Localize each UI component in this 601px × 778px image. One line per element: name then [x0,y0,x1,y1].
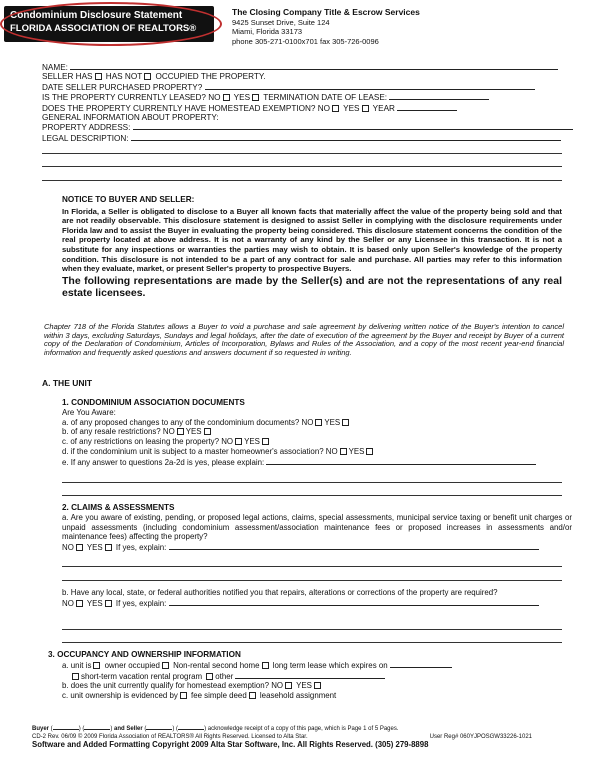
owner-occupied-checkbox[interactable] [93,662,100,669]
seller-has-checkbox[interactable] [95,73,102,80]
docs-d-yes-checkbox[interactable] [366,448,373,455]
claims-heading: 2. CLAIMS & ASSESSMENTS [62,503,175,512]
claims-a-line-2[interactable] [62,566,562,567]
claims-q-b: b. Have any local, state, or federal authorities notified you that repairs, alterations or corrections of the property are required? [62,588,498,597]
leasehold-label: leasehold assignment [259,691,337,701]
property-address-label: PROPERTY ADDRESS: [42,123,131,133]
claims-a-yes-label: YES [86,543,103,553]
general-info [42,62,562,143]
claims-a-explain-field[interactable] [169,542,539,550]
name-label: NAME: [42,63,68,72]
claims-a-no-checkbox[interactable] [76,544,83,551]
leasehold-checkbox[interactable] [249,692,256,699]
section-a-title: A. THE UNIT [42,378,93,388]
docs-d-no-checkbox[interactable] [340,448,347,455]
docs-explain-line-3[interactable] [62,495,562,496]
nonrental-label: Non-rental second home [173,660,260,670]
date-purchased-label: DATE SELLER PURCHASED PROPERTY? [42,82,203,92]
title-highlight-oval [0,2,222,46]
notice-heading: NOTICE TO BUYER AND SELLER: [62,195,195,204]
claims-section [62,503,572,553]
occupancy-heading: 3. OCCUPANCY AND OWNERSHIP INFORMATION [48,650,241,659]
company-address-2: Miami, Florida 33173 [232,27,303,36]
user-reg: User Reg# 060YJPOSGW33226-1021 [429,733,532,740]
other-field[interactable] [235,671,385,679]
shortterm-checkbox[interactable] [72,673,79,680]
docs-c-yes-label: YES [244,437,260,447]
docs-a-yes-checkbox[interactable] [342,419,349,426]
termination-label: TERMINATION DATE OF LEASE: [263,93,388,103]
other-checkbox[interactable] [206,673,213,680]
docs-q-d: d. if the condominium unit is subject to a master homeowner's association? NO [62,446,338,456]
docs-q-e: e. If any answer to questions 2a-2d is yes, please explain: [62,457,265,467]
docs-b-yes-checkbox[interactable] [204,428,211,435]
legal-description-line-4[interactable] [42,180,562,181]
legal-description-label: LEGAL DESCRIPTION: [42,133,129,143]
docs-b-yes-label: YES [185,427,202,437]
occupancy-section [48,650,568,701]
qualify-no-checkbox[interactable] [285,682,292,689]
date-purchased-field[interactable] [205,82,535,90]
leased-yes-label: YES [233,93,251,103]
leased-label: IS THE PROPERTY CURRENTLY LEASED? NO [42,93,221,103]
claims-a-line-3[interactable] [62,580,562,581]
longterm-label: long term lease which expires on [272,660,388,670]
name-field[interactable] [70,62,558,70]
condo-docs-heading: 1. CONDOMINIUM ASSOCIATION DOCUMENTS [62,398,245,407]
claims-a-yes-checkbox[interactable] [105,544,112,551]
longterm-checkbox[interactable] [262,662,269,669]
feesimple-checkbox[interactable] [180,692,187,699]
qualify-yes-checkbox[interactable] [314,682,321,689]
homestead-qualify-label: b. does the unit currently qualify for homestead exemption? NO [62,681,284,691]
docs-d-yes-label: YES [348,446,365,456]
company-address-1: 9425 Sunset Drive, Suite 124 [232,17,330,27]
seller-initial-1[interactable] [146,724,172,730]
docs-q-a: a. of any proposed changes to any of the condominium documents? NO [62,417,314,427]
seller-label: and Seller [114,726,143,732]
docs-b-no-checkbox[interactable] [177,428,184,435]
buyer-label: Buyer [32,726,50,732]
claims-b-line-2[interactable] [62,629,562,630]
buyer-initial-2[interactable] [84,724,110,730]
docs-a-yes-label: YES [324,417,341,427]
ownership-label: c. unit ownership is evidenced by [62,691,178,701]
docs-a-no-checkbox[interactable] [315,419,322,426]
unit-is-label: a. unit is [62,660,92,670]
has-not-label: HAS NOT [105,72,143,82]
owner-occupied-label: owner occupied [104,660,160,670]
docs-q-b: b. of any resale restrictions? NO [62,427,175,437]
docs-explain-line-2[interactable] [62,482,562,483]
copyright-text: Software and Added Formatting Copyright 2009 Alta Star Software, Inc. All Rights Reserved. (305) 279-8898 [32,740,429,750]
notice-section [62,195,562,300]
property-address-field[interactable] [133,122,573,130]
year-field[interactable] [397,103,457,111]
qualify-yes-label: YES [296,681,312,691]
year-label: YEAR [372,103,395,113]
claims-b-line-3[interactable] [62,642,562,643]
occupied-label: OCCUPIED THE PROPERTY. [155,72,266,82]
docs-explain-field[interactable] [266,457,536,465]
acknowledge-text: acknowledge receipt of a copy of this page, which is Page 1 of 5 Pages. [207,726,399,732]
legal-description-line-2[interactable] [42,153,562,154]
company-name: The Closing Company Title & Escrow Services [232,7,420,17]
claims-b-yes-label: YES [86,598,103,608]
shortterm-label: short-term vacation rental program [81,671,203,681]
termination-field[interactable] [389,92,489,100]
claims-b-explain-field[interactable] [169,598,539,606]
revision-text: CD-2 Rev. 06/09 © 2009 Florida Association of REALTORS® All Rights Reserved. Licensed to Alta Star. [32,733,308,740]
homestead-yes-label: YES [343,103,360,113]
company-info [232,8,420,46]
seller-has-label: SELLER HAS [42,72,93,82]
seller-initial-2[interactable] [178,724,204,730]
leased-no-checkbox[interactable] [223,94,230,101]
claims-a-no-label: NO [62,543,74,553]
claims-b-explain-label: If yes, explain: [115,598,167,608]
has-not-checkbox[interactable] [144,73,151,80]
legal-description-field[interactable] [131,133,561,141]
other-label: other [215,671,234,681]
legal-description-line-3[interactable] [42,166,562,167]
form-title: Condominium Disclosure Statement [10,10,183,21]
homestead-label: DOES THE PROPERTY CURRENTLY HAVE HOMESTEAD EXEMPTION? NO [42,103,330,113]
claims-b-yes-checkbox[interactable] [105,600,112,607]
chapter-718-notice: Chapter 718 of the Florida Statutes allows a Buyer to void a purchase and sale agreement by delivering written notice of the Buyer's intention to cancel within 3 days, excluding Saturdays, Sundays and legal holidays, after the date of execution of the agreement by the Buyer and receipt by Buyer of a current copy of the Declaration of Condominium, Articles of Incorporation, Bylaws and Rules of the Association, and a copy of the most recent year-end financial information and frequently asked questions and answers document if so requested in writing. [44,322,564,357]
feesimple-label: fee simple deed [191,691,247,701]
company-phone: phone 305-271-0100x701 fax 305-726-0096 [232,36,379,46]
claims-b-no-checkbox[interactable] [76,600,83,607]
claims-a-explain-label: If yes, explain: [115,543,167,553]
docs-c-no-checkbox[interactable] [235,438,242,445]
docs-c-yes-checkbox[interactable] [262,438,269,445]
footer: Buyer ( ) ( ) and Seller ( ) ( ) acknowledge receipt of a copy of this page, which is Page 1 of 5 Pages. CD-2 Rev. 06/09 © 2009 Florida Association of REALTORS® All Rights Reserved. Licensed to Alta Star. User Reg# 060YJPOSGW33226-1021 Software and Added Formatting Copyright 2009 Alta Star Software, Inc. All Rights Reserved. (305) 279-8898 [32,724,572,749]
notice-body: In Florida, a Seller is obligated to disclose to a Buyer all known facts that materially affect the value of the property being sold and that are not readily observable. This disclosure statement is designed to assist Seller in complying with the disclosure requirements under Florida law and to assist the Buyer in evaluating the property being considered. This disclosure statement concerns the condition of the real property located at above address. It is not a warranty of any kind by the Seller or any Licensee in this transaction. It is not a substitute for any inspections or warranties the parties may wish to obtain. It is based only upon Seller's knowledge of the property condition. This disclosure is not intended to be a part of any contract for sale and purchase. All parties may refer to this information when they evaluate, market, or present Seller's property to prospective Buyers. [62,206,562,274]
form-publisher: FLORIDA ASSOCIATION OF REALTORS® [10,23,197,34]
aware-label: Are You Aware: [62,407,116,417]
nonrental-checkbox[interactable] [162,662,169,669]
condo-docs-section [62,398,572,468]
claims-b-no-label: NO [62,598,74,608]
homestead-no-checkbox[interactable] [332,105,339,112]
lease-expiry-field[interactable] [390,660,452,668]
claims-q-a: a. Are you aware of existing, pending, or proposed legal actions, claims, special assessments, municipal service taxing or benefit unit charges or unpaid assessments (including condominium assessment/association maintenance fees or proposed increases in assessments and/or maintenance fees) affecting the property? [62,512,572,542]
leased-yes-checkbox[interactable] [252,94,259,101]
buyer-initial-1[interactable] [53,724,79,730]
representations-statement: The following representations are made by the Seller(s) and are not the representations of any real estate licensees. [62,274,562,300]
docs-q-c: c. of any restrictions on leasing the property? NO [62,437,234,447]
claims-b-block [62,588,572,609]
homestead-yes-checkbox[interactable] [362,105,369,112]
general-info-label: GENERAL INFORMATION ABOUT PROPERTY: [42,113,219,123]
